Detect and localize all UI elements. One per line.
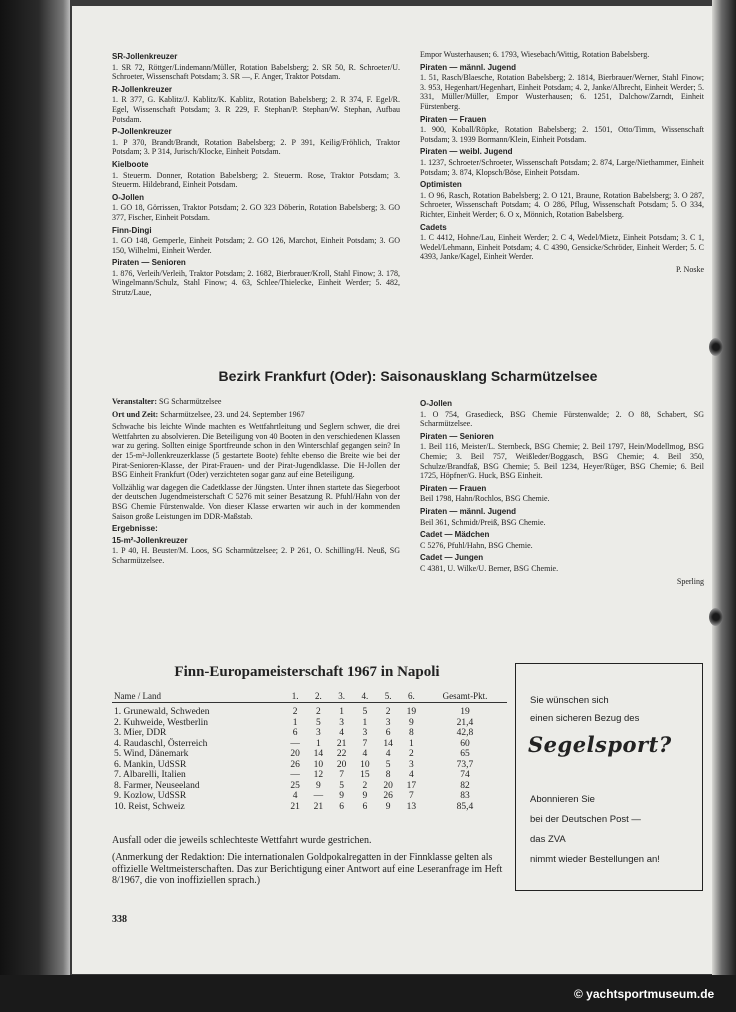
class-heading: R-Jollenkreuzer [112,84,173,94]
score-cell: 9 [315,780,321,791]
class-results: 1. C 4412, Hohne/Lau, Einheit Werder; 2. C 4, Wedel/Mietz, Einheit Potsdam; 3. C 1, Wedel/Lehmann, Einheit Potsdam; 4. C 4390, Gensicke/Schröder, Einheit Werder; 5. C 4393, Janke/Kagel, Einheit Werder. [420,233,704,262]
score-cell: 83 [460,791,470,801]
top-right-column [420,50,704,274]
report-paragraph-1: Schwache bis leichte Winde machten es Wettfahrtleitung und Seglern schwer, die drei Wettfahrten zu absolvieren. Die Beteiligung von 40 Booten in den verschiedenen Klassen war zu gering. Sollten einige Sportfreunde schon in den Winterschlaf gegangen sein? In der 15-m²-Jollenkreuzerklasse (5 gestartete Boote) fehlte ebenso die Breite wie bei der Pirat-Senioren-Klasse, der Pirat-Frauen- und der Pirat-Jugendklasse. Die H-Jollen der BSG Einheit Frankfurt (Oder) verzichteten sogar ganz auf eine Beteiligung. [112,422,400,480]
column-header: 5. [376,690,399,703]
table-row [112,728,507,739]
class-results: 1. Beil 116, Meister/L. Sternbeck, BSG Chemie; 2. Beil 1797, Hein/Modellmog, BSG Chemie; 3. Beil 757, Weißleder/Boggasch, BSG Chemie; 4. Beil 350, Schulze/Brandfaß, BSG Chemie; 5. Beil 1234, Heyer/Rüger, BSG Chemie; 6. Beil 1725, Höpfner/G. Huck, BSG Einheit. [420,442,704,481]
continuation-text: Empor Wusterhausen; 6. 1793, Wiesebach/Wittig, Rotation Babelsberg. [420,50,650,59]
table-row [112,703,507,718]
column-header: 1. [283,690,306,703]
class-results: 1. GO 18, Görrissen, Traktor Potsdam; 2. GO 323 Döberin, Rotation Babelsberg; 3. GO 377, Fischer, Einheit Potsdam. [112,203,400,222]
score-cell: 5 [362,707,368,717]
ad-line-1: Sie wünschen sich [530,695,609,706]
class-results: 1. 51, Rasch/Blaesche, Rotation Babelsberg; 2. 1814, Bierbrauer/Werner, Stahl Finow; 3. 953, Hegenhart/Hegenhart, Einheit Potsdam; 4. 2, Janke/Albrecht, Einheit Werder; 5. 331, Müller/Müller, Empor Wusterhausen; 6. 1251, Dalchow/Zarndt, Einheit Fürstenberg. [420,73,704,111]
ad-line-3: Abonnieren Sie [530,794,595,805]
score-cell: 4 [408,770,414,780]
class-heading: 15-m²-Jollenkreuzer [112,535,188,545]
score-cell: 17 [406,780,417,791]
mid-right-results [420,399,704,574]
class-heading: Cadet — Jungen [420,553,484,563]
score-cell: 8 [408,728,414,738]
score-cell: 9 [339,791,344,801]
sailor-name-cell: 3. Mier, DDR [114,728,167,738]
class-heading: Piraten — weibl. Jugend [420,147,513,157]
organizer-value: SG Scharmützelsee [159,397,222,406]
class-results: Beil 1798, Hahn/Rochlos, BSG Chemie. [420,494,550,504]
place-line [112,410,400,420]
class-heading: P-Jollenkreuzer [112,127,172,137]
sailor-name-cell: 9. Kozlow, UdSSR [114,791,187,801]
score-cell: 3 [315,728,321,738]
class-results: Beil 361, Schmidt/Preiß, BSG Chemie. [420,517,546,527]
sailor-name-cell: 1. Grunewald, Schweden [114,707,210,717]
score-cell: 22 [336,749,347,759]
score-cell: 60 [460,738,470,749]
class-results: 1. P 370, Brandt/Brandt, Rotation Babelsberg; 2. P 391, Keilig/Fröhlich, Traktor Potsdam; 3. P 314, Jurisch/Klocke, Einheit Potsdam. [112,137,400,157]
class-heading: Piraten — Senioren [420,431,494,441]
score-cell: 3 [408,759,414,770]
score-cell: 26 [290,759,300,770]
class-results: 1. O 754, Grasedieck, BSG Chemie Fürstenwalde; 2. O 88, Schabert, SG Scharmützelsee. [420,409,704,429]
mid-left-column [112,397,400,569]
table-row [112,749,507,760]
table-row [112,791,507,802]
score-cell: 20 [336,759,347,770]
column-header: 2. [307,690,330,703]
note-struck-race: Ausfall oder die jeweils schlechteste Wettfahrt wurde gestrichen. [112,835,372,846]
column-header: 3. [330,690,353,703]
score-cell: 65 [460,749,470,759]
score-cell: 3 [362,728,368,738]
class-heading: Piraten — Senioren [112,258,186,268]
ad-body [530,790,660,870]
class-results: 1. O 96, Rasch, Rotation Babelsberg; 2. O 121, Braune, Rotation Babelsberg; 3. O 287, Schroeter, Wissenschaft Potsdam; 4. O 286, Pflug, Wissenschaft Potsdam; 5. O 334, Richter, Einheit Werder; 6. O x, Mönnich, Rotation Babelsberg. [420,190,704,219]
class-results: 1. 876, Verleih/Verleih, Traktor Potsdam; 2. 1682, Bierbrauer/Kroll, Stahl Finow; 3. 178, Wingelmann/Schulz, Stahl Finow; 4. 63, Schlee/Thielecke, Einheit Werder; 5. 482, Strutz/Laue, [112,268,400,298]
table-row [112,770,507,781]
column-header: Name / Land [112,690,283,703]
score-cell: 15 [360,770,370,780]
score-cell: 9 [362,791,368,801]
class-results: 1. Steuerm. Donner, Rotation Babelsberg; 2. Steuerm. Rose, Traktor Potsdam; 3. Steuerm. Hildebrand, Einheit Potsdam. [112,170,400,190]
sailor-name-cell: 10. Reist, Schweiz [114,801,185,812]
class-results: 1. 900, Koball/Röpke, Rotation Babelsberg; 2. 1501, Otto/Timm, Wissenschaft Potsdam; 3. 1939 Bormann/Klein, Einheit Potsdam. [420,125,704,144]
ad-line-4: bei der Deutschen Post — [530,814,641,825]
class-results: 1. 1237, Schroeter/Schroeter, Wissenschaft Potsdam; 2. 874, Large/Niethammer, Einheit Potsdam; 3. 874, Klopsch/Böse, Einheit Potsdam. [420,157,704,177]
table-header-row [112,690,507,703]
score-cell: 6 [385,728,391,738]
author-signature: P. Noske [675,264,704,274]
class-heading: Piraten — Frauen [420,483,487,493]
ad-line-2: einen sicheren Bezug des [530,713,640,724]
score-cell: 21 [290,801,300,812]
place-label: Ort und Zeit: [112,409,159,419]
class-heading: Piraten — Frauen [420,114,487,124]
class-heading: Piraten — männl. Jugend [420,506,517,516]
score-cell: 9 [385,801,391,812]
score-cell: 21 [313,801,324,812]
class-heading: O-Jollen [420,399,453,408]
score-cell: 14 [313,749,324,759]
score-cell: 4 [292,791,298,801]
score-cell: — [290,738,300,749]
table-row [112,781,507,792]
score-cell: 4 [339,728,344,738]
class-results: 1. GO 148, Gemperle, Einheit Potsdam; 2. GO 126, Marchot, Einheit Potsdam; 3. GO 150, Wilhelmi, Einheit Werder. [112,236,400,255]
class-heading: O-Jollen [112,192,145,202]
sailor-name-cell: 6. Mankin, UdSSR [114,759,187,770]
score-cell: 1 [315,738,321,749]
score-cell: 42,8 [456,728,474,738]
column-header: Gesamt-Pkt. [423,690,507,703]
score-cell: 2 [292,707,298,717]
results-label: Ergebnisse: [112,524,158,534]
score-cell: 20 [290,749,300,759]
place-value: Scharmützelsee, 23. und 24. September 1967 [160,409,305,419]
ad-line-6: nimmt wieder Bestellungen an! [530,854,660,865]
class-heading: SR-Jollenkreuzer [112,52,178,61]
score-cell: 21 [336,738,347,749]
class-heading: Cadet — Mädchen [420,530,490,540]
binder-hole-icon [709,338,723,356]
report-paragraph-2: Vollzählig war dagegen die Cadetklasse der Jüngsten. Unter ihnen startete das Siegerboot der deutschen Jugendmeisterschaft C 5276 mit seiner Besatzung R. Pfuhl/Hahn von der BSG Chemie Fürstenwalde. Von dieser Klasse erwarten wir auch in der kommenden Saison große Leistungen im DDR-Maßstab. [112,482,400,521]
class-heading: Finn-Dingi [112,225,152,235]
score-cell: 3 [385,717,391,728]
table-notes [112,835,507,893]
class-results: C 4381, U. Wilke/U. Berner, BSG Chemie. [420,563,559,573]
class-heading: Piraten — männl. Jugend [420,62,517,72]
sailor-name-cell: 5. Wind, Dänemark [114,749,189,759]
table-row [112,718,507,729]
class-heading: Optimisten [420,180,462,190]
score-cell: 1 [408,738,414,749]
score-cell: — [290,770,300,780]
score-cell: 3 [339,717,344,728]
score-cell: 5 [315,717,321,728]
top-left-column [112,50,400,301]
class-results: 1. R 377, G. Kablitz/J. Kablitz/K. Kablitz, Rotation Babelsberg; 2. R 374, F. Egel/R. Egel, Wissenschaft Potsdam; 3. R 229, F. Stephan/P. Stephan/W. Stephan, Aufbau Potsdam. [112,95,400,124]
score-cell: 8 [385,770,391,780]
score-cell: 4 [362,749,368,759]
score-cell: 82 [460,780,470,791]
score-cell: 5 [339,780,344,791]
score-cell: 6 [292,728,298,738]
organizer-line [112,397,400,407]
class-heading: Cadets [420,222,447,232]
score-cell: 85,4 [456,801,474,812]
finn-results-table [112,690,507,812]
column-header: 4. [353,690,376,703]
author-signature: Sperling [676,576,704,586]
class-results: 1. P 40, H. Beuster/M. Loos, SG Scharmützelsee; 2. P 261, O. Schilling/H. Neuß, SG Scharmützelsee. [112,546,400,565]
score-cell: — [313,791,324,801]
score-cell: 12 [313,770,324,780]
scan-right-edge [712,0,736,1012]
segelsport-logo: Segelsport? [528,732,672,757]
section-banner: Bezirk Frankfurt (Oder): Saisonausklang Scharmützelsee [218,368,598,384]
table-row [112,760,507,771]
score-cell: 20 [383,780,393,791]
top-right-results [420,63,704,262]
score-cell: 9 [408,717,414,728]
sailor-name-cell: 8. Farmer, Neuseeland [114,780,200,791]
class-results: 1. SR 72, Röttger/Lindemann/Müller, Rotation Babelsberg; 2. SR 50, R. Schroeter/U. Schroeter, Wissenschaft Potsdam; 3. SR —, F. Anger, Traktor Potsdam. [112,62,400,82]
ad-line-5: das ZVA [530,834,566,845]
class-heading: Kielboote [112,159,149,169]
table-body [112,703,507,813]
column-header: 6. [400,690,423,703]
score-cell: 2 [315,707,321,717]
note-editorial: (Anmerkung der Redaktion: Die internationalen Goldpokalregatten in der Finnklasse gelten als offizielle Weltmeisterschaften. Das zur Berichtigung einer Antwort auf eine Leseranfrage im Heft 8/1967, die von inoffiziellen sprach.) [112,852,503,887]
score-cell: 4 [385,749,391,759]
table-row [112,739,507,750]
sailor-name-cell: 7. Albarelli, Italien [114,770,186,780]
score-cell: 19 [406,707,417,717]
score-cell: 1 [362,717,368,728]
score-cell: 2 [385,707,391,717]
score-cell: 10 [360,759,370,770]
score-cell: 1 [339,707,344,717]
sailor-name-cell: 4. Raudaschl, Österreich [114,738,208,749]
score-cell: 2 [408,749,414,759]
page-number: 338 [112,914,127,925]
finn-table-title: Finn-Europameisterschaft 1967 in Napoli [174,664,440,680]
score-cell: 14 [383,738,393,749]
score-cell: 10 [313,759,324,770]
class-results: C 5276, Pfuhl/Hahn, BSG Chemie. [420,540,533,550]
binder-hole-icon [709,608,723,626]
scan-left-edge [0,0,70,1012]
score-cell: 1 [292,717,298,728]
score-cell: 6 [339,801,344,812]
copyright-credit: © yachtsportmuseum.de [574,987,715,1001]
sailor-name-cell: 2. Kuhweide, Westberlin [114,717,209,728]
organizer-label: Veranstalter: [112,397,158,406]
score-cell: 13 [406,801,417,812]
score-cell: 25 [290,780,300,791]
score-cell: 5 [385,759,391,770]
score-cell: 26 [383,791,393,801]
score-cell: 19 [460,707,470,717]
score-cell: 2 [362,780,368,791]
score-cell: 74 [460,770,470,780]
score-cell: 7 [339,770,344,780]
score-cell: 6 [362,801,368,812]
table-row [112,802,507,813]
score-cell: 7 [362,738,368,749]
mid-right-column [420,397,704,586]
score-cell: 7 [408,791,414,801]
score-cell: 21,4 [456,717,474,728]
subscription-ad [515,663,703,891]
score-cell: 73,7 [456,759,474,770]
